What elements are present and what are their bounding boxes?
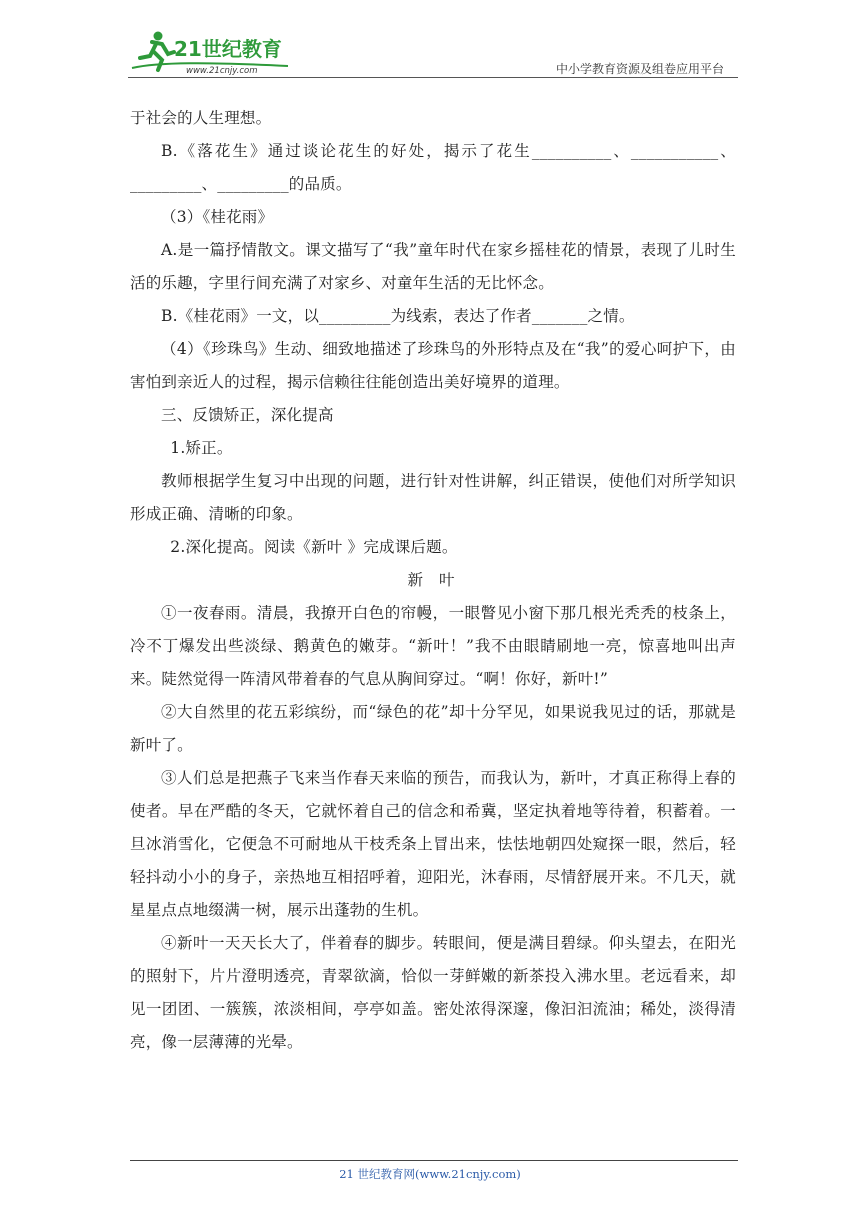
paragraph: A.是一篇抒情散文。课文描写了“我”童年时代在家乡摇桂花的情景，表现了儿时生活的乐趣，字里行间充满了对家乡、对童年生活的无比怀念。	[130, 241, 736, 292]
paragraph: ④新叶一天天长大了，伴着春的脚步。转眼间，便是满目碧绿。仰头望去，在阳光的照射下，片片澄明透亮，青翠欲滴，恰似一芽鲜嫩的新茶投入沸水里。老远看来，却见一团团、一簇簇，浓淡相间，亭亭如盖。密处浓得深邃，像汩汩流油；稀处，淡得清亮，像一层薄薄的光晕。	[130, 934, 736, 1051]
subsection-heading: 2.深化提高。阅读《新叶 》完成课后题。	[170, 538, 458, 556]
page-footer: 21 世纪教育网(www.21cnjy.com)	[339, 1167, 521, 1181]
page-header	[128, 28, 738, 80]
article-title: 新叶	[407, 571, 471, 589]
paragraph: ③人们总是把燕子飞来当作春天来临的预告，而我认为，新叶，才真正称得上春的使者。早在严酷的冬天，它就怀着自己的信念和希冀，坚定执着地等待着，积蓄着。一旦冰消雪化，它便急不可耐地从干枝秃条上冒出来，怯怯地朝四处窥探一眼，然后，轻轻抖动小小的身子，亲热地互相招呼着，迎阳光，沐春雨，尽情舒展开来。不几天，就星星点点地缀满一树，展示出蓬勃的生机。	[130, 769, 736, 919]
header-slogan: 中小学教育资源及组卷应用平台	[555, 62, 724, 76]
section-heading: （3）《桂花雨》	[161, 208, 274, 226]
logo-text: 21世纪教育	[174, 37, 282, 61]
document-body	[130, 102, 736, 1059]
logo	[128, 28, 298, 76]
paragraph: 于社会的人生理想。	[130, 109, 272, 127]
footer-divider	[130, 1160, 738, 1161]
paragraph: 教师根据学生复习中出现的问题，进行针对性讲解，纠正错误，使他们对所学知识形成正确、清晰的印象。	[130, 472, 736, 523]
section-heading: 三、反馈矫正，深化提高	[161, 406, 334, 424]
paragraph: B.《落花生》通过谈论花生的好处，揭示了花生__________、___________、_________、_________的品质。	[130, 142, 736, 193]
paragraph: B.《桂花雨》一文，以_________为线索，表达了作者_______之情。	[161, 307, 635, 325]
paragraph: ②大自然里的花五彩缤纷，而“绿色的花”却十分罕见，如果说我见过的话，那就是新叶了。	[130, 703, 736, 754]
header-divider	[128, 77, 738, 78]
paragraph: ①一夜春雨。清晨，我撩开白色的帘幔，一眼瞥见小窗下那几根光秃秃的枝条上，冷不丁爆发出些淡绿、鹅黄色的嫩芽。“新叶！”我不由眼睛刷地一亮，惊喜地叫出声来。陡然觉得一阵清风带着春的气息从胸间穿过。“啊！你好，新叶!”	[130, 604, 736, 688]
subsection-heading: 1.矫正。	[170, 439, 233, 457]
logo-url: www.21cnjy.com	[186, 66, 258, 76]
paragraph: （4）《珍珠鸟》生动、细致地描述了珍珠鸟的外形特点及在“我”的爱心呵护下，由害怕到亲近人的过程，揭示信赖往往能创造出美好境界的道理。	[130, 340, 736, 391]
